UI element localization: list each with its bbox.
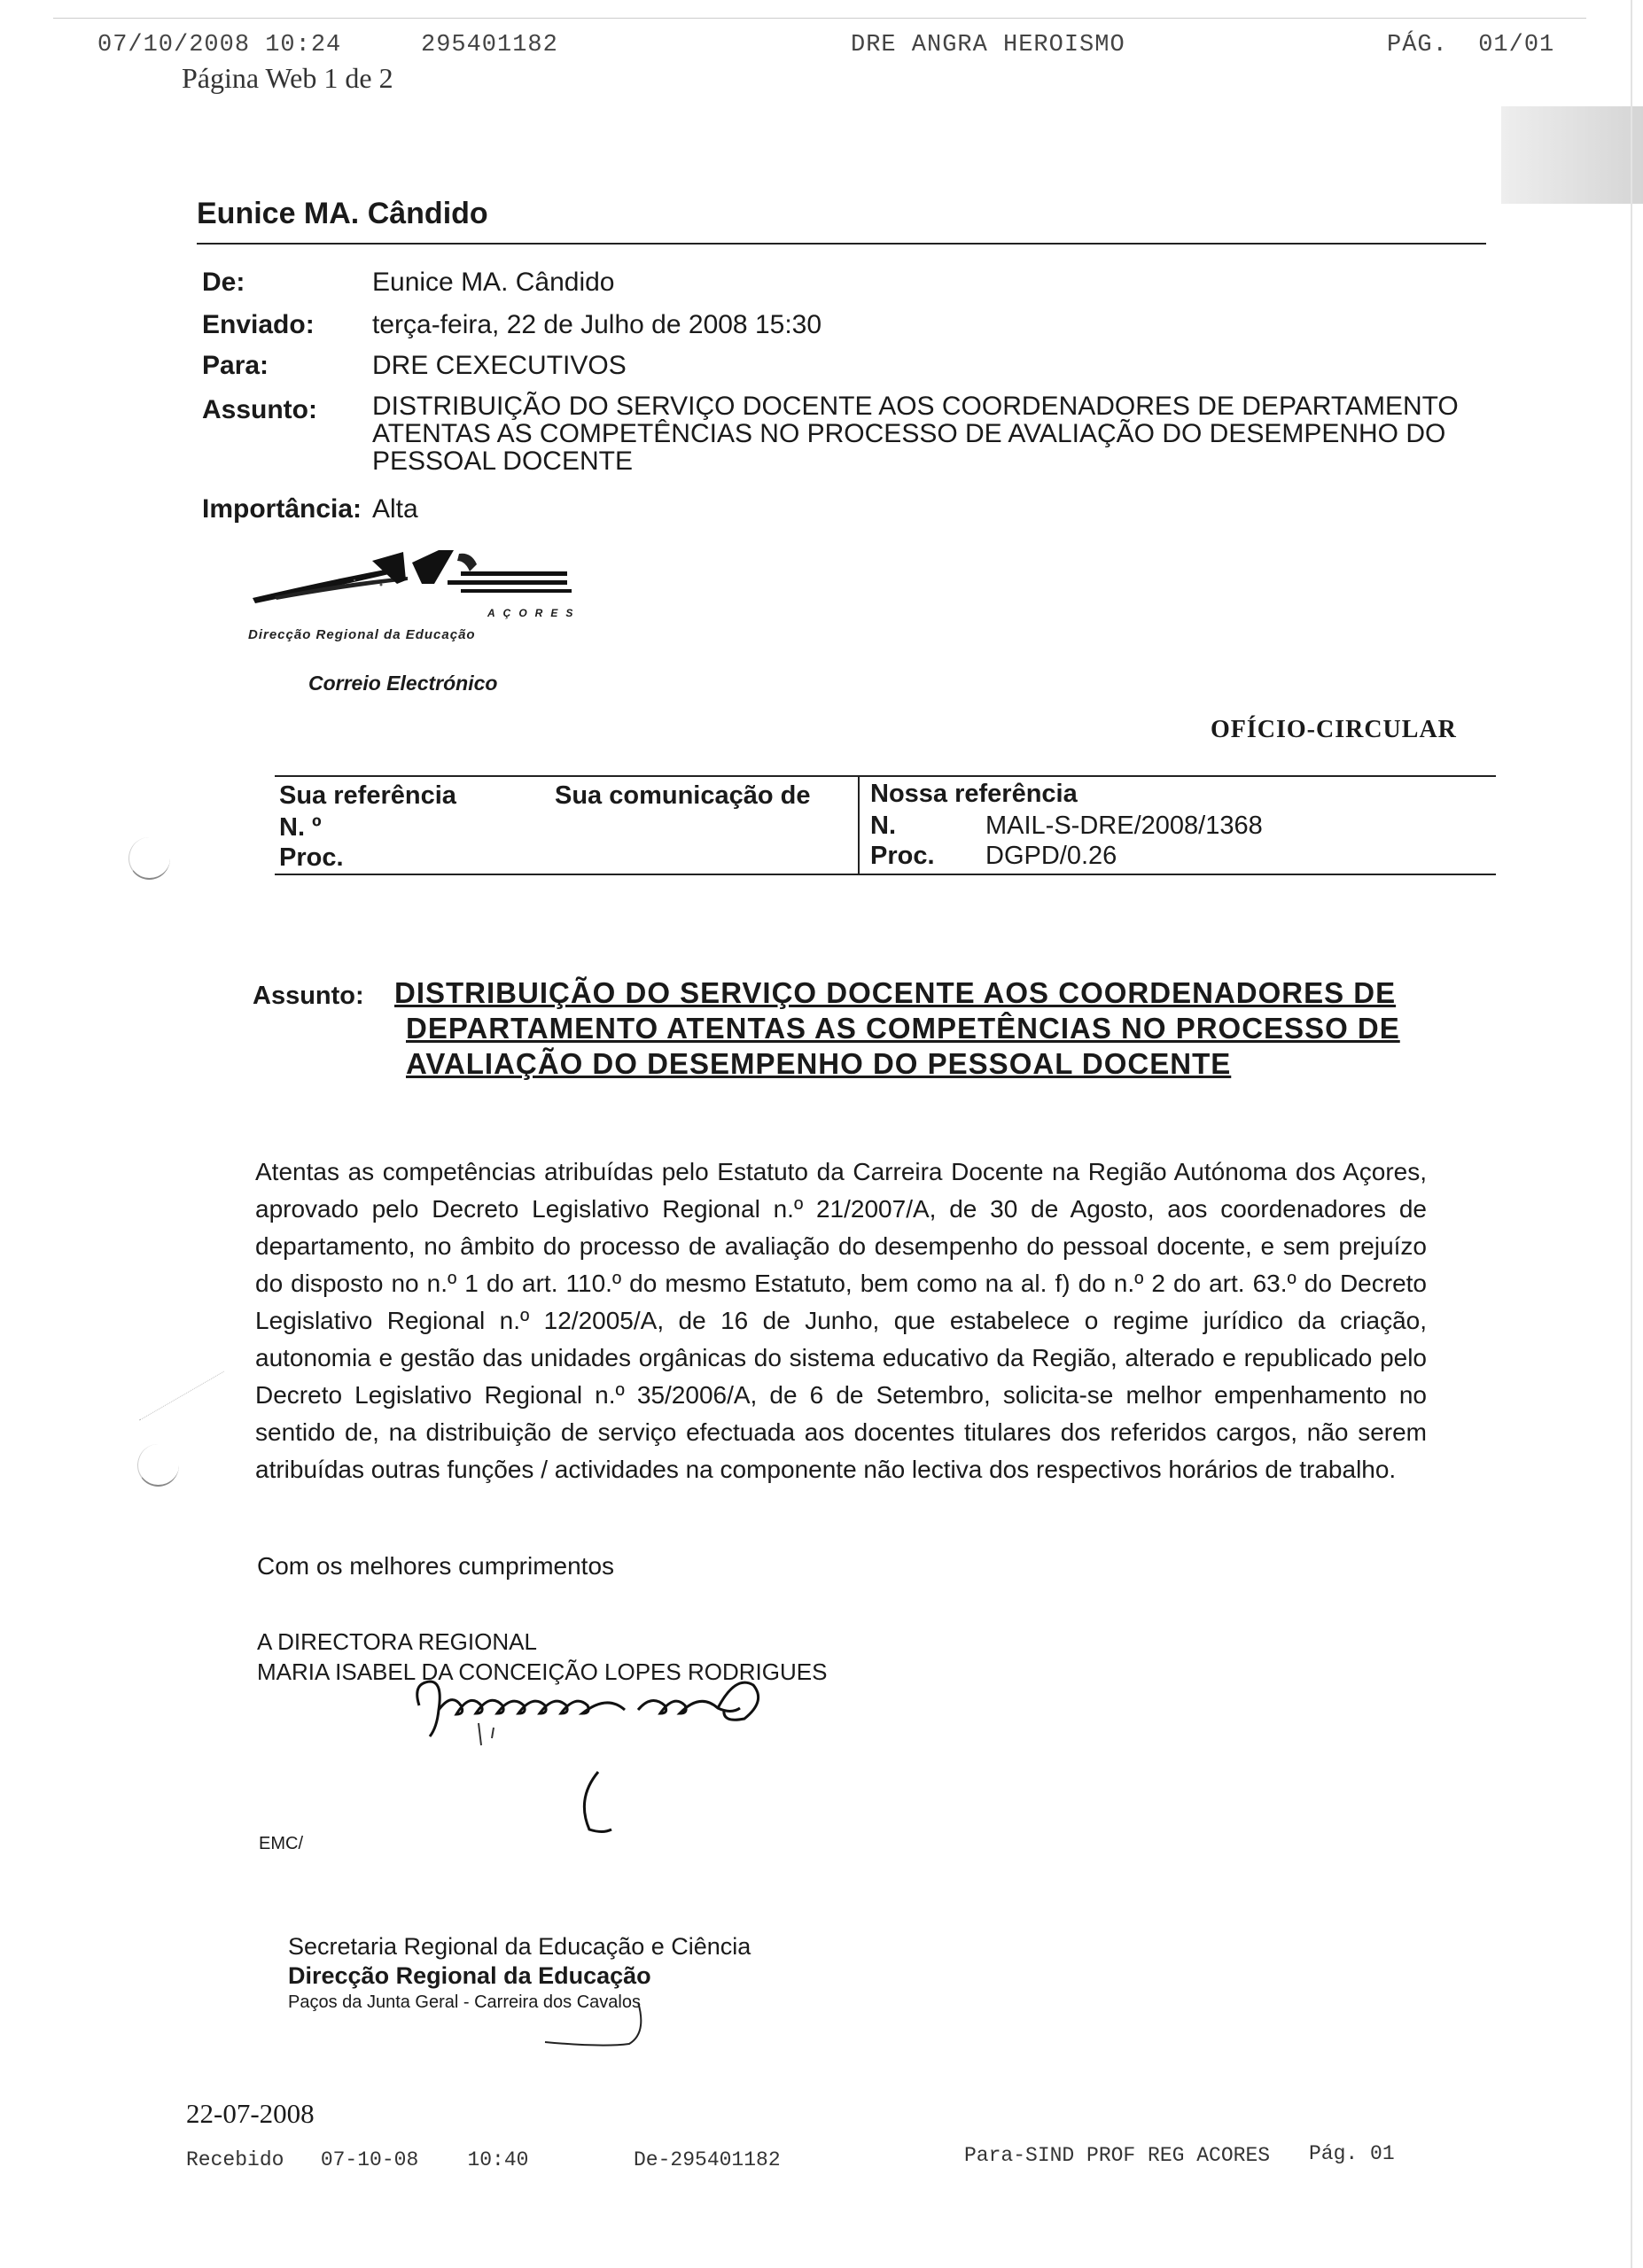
enviado-value: terça-feira, 22 de Julho de 2008 15:30 [372, 310, 822, 339]
print-date: 22-07-2008 [186, 2098, 315, 2129]
scan-dotted-line [139, 1371, 224, 1421]
scan-edge-right [1631, 0, 1632, 2268]
channel-label: Correio Electrónico [308, 672, 498, 695]
fax-to: Para-SIND PROF REG ACORES [964, 2144, 1271, 2167]
ref-table-divider [858, 776, 860, 874]
right-n-label: N. [870, 812, 896, 840]
browser-page-indicator: Página Web 1 de 2 [182, 62, 393, 94]
fax-page: PÁG. 01/01 [1387, 32, 1555, 58]
right-proc-label: Proc. [870, 842, 935, 870]
left-n-label: N. º [279, 813, 322, 842]
footer-org-line3: Paços da Junta Geral - Carreira dos Cavalos [288, 1992, 641, 2012]
de-value: Eunice MA. Cândido [372, 268, 615, 297]
scan-shadow-corner [1501, 106, 1643, 204]
fax-from: De-295401182 [634, 2148, 781, 2171]
email-header-rule [197, 243, 1486, 245]
logo-org-caption: Direcção Regional da Educação [248, 627, 476, 642]
signatory-name: MARIA ISABEL DA CONCEIÇÃO LOPES RODRIGUES [257, 1658, 828, 1685]
dre-logo [248, 545, 585, 633]
fax-received: Recebido 07-10-08 10:40 [186, 2148, 529, 2171]
fax-datetime: 07/10/2008 10:24 [97, 32, 342, 58]
right-n-value: MAIL-S-DRE/2008/1368 [985, 812, 1263, 840]
ref-table-bottom-rule [275, 874, 1496, 875]
body-paragraph: Atentas as competências atribuídas pelo Estatuto da Carreira Docente na Região Autónoma dos Açores, aprovado pelo Decreto Legislativo Regional n.º 21/2007/A, de 30 de Agosto, aos coordenadores de departamento, no âmbito do processo de avaliação do desempenho do pessoal docente, e sem prejuízo do disposto no n.º 1 do art. 110.º do mesmo Estatuto, bem como na al. f) do n.º 2 do art. 63.º do Decreto Legislativo Regional n.º 12/2005/A, de 16 de Junho, que estabelece o regime jurídico da criação, autonomia e gestão das unidades orgânicas do sistema educativo da Região, alterado e republicado pelo Decreto Legislativo Regional n.º 35/2006/A, de 6 de Setembro, solicita-se melhor empenhamento no sentido de, na distribuição de serviço efectuada aos docentes titulares dos referidos cargos, não serem atribuídas outras funções / actividades na componente não lectiva dos respectivos horários de trabalho. [255, 1158, 1427, 1483]
dre-logo-icon [248, 545, 585, 616]
enviado-label: Enviado: [202, 310, 315, 339]
de-label: De: [202, 268, 245, 297]
footer-org-line2: Direcção Regional da Educação [288, 1962, 651, 1989]
importancia-label: Importância: [202, 494, 362, 524]
subject-label: Assunto: [253, 982, 364, 1010]
fax-sender: DRE ANGRA HEROISMO [851, 32, 1125, 58]
scan-top-line [53, 18, 1586, 19]
footer-org-line1: Secretaria Regional da Educação e Ciência [288, 1933, 751, 1960]
sua-referencia-label: Sua referência [279, 781, 456, 810]
left-proc-label: Proc. [279, 843, 344, 872]
initials: EMC/ [259, 1834, 303, 1853]
handwritten-signature [403, 1674, 882, 1852]
importancia-value: Alta [372, 494, 418, 524]
scan-hole-mark-1 [128, 837, 170, 880]
nossa-referencia-label: Nossa referência [870, 780, 1078, 808]
email-sender-title: Eunice MA. Cândido [197, 197, 488, 230]
sua-comunicacao-label: Sua comunicação de [555, 781, 811, 810]
closing-text: Com os melhores cumprimentos [257, 1552, 615, 1580]
assunto-value: DISTRIBUIÇÃO DO SERVIÇO DOCENTE AOS COORDENADORES DE DEPARTAMENTO ATENTAS AS COMPETÊNCIAS NO PROCESSO DE AVALIAÇÃO DO DESEMPENHO DO PESSOAL DOCENTE [372, 392, 1459, 476]
subject-line-1: DISTRIBUIÇÃO DO SERVIÇO DOCENTE AOS COORDENADORES DE [394, 976, 1397, 1009]
handwritten-stroke [532, 1998, 656, 2051]
assunto-label: Assunto: [202, 395, 317, 424]
para-value: DRE CEXECUTIVOS [372, 351, 627, 380]
subject-line-2: DEPARTAMENTO ATENTAS AS COMPETÊNCIAS NO PROCESSO DE [406, 1012, 1400, 1045]
subject-line-3: AVALIAÇÃO DO DESEMPENHO DO PESSOAL DOCENTE [406, 1047, 1232, 1080]
logo-region-letters: AÇORES [487, 607, 581, 619]
right-proc-value: DGPD/0.26 [985, 842, 1117, 870]
fax-number: 295401182 [421, 32, 558, 58]
para-label: Para: [202, 351, 269, 380]
document-type: OFÍCIO-CIRCULAR [1211, 716, 1457, 743]
ref-table-top-rule [275, 775, 1496, 777]
scan-hole-mark-2 [137, 1444, 179, 1487]
signatory-title: A DIRECTORA REGIONAL [257, 1628, 537, 1655]
fax-footer-page: Pág. 01 [1309, 2142, 1395, 2165]
